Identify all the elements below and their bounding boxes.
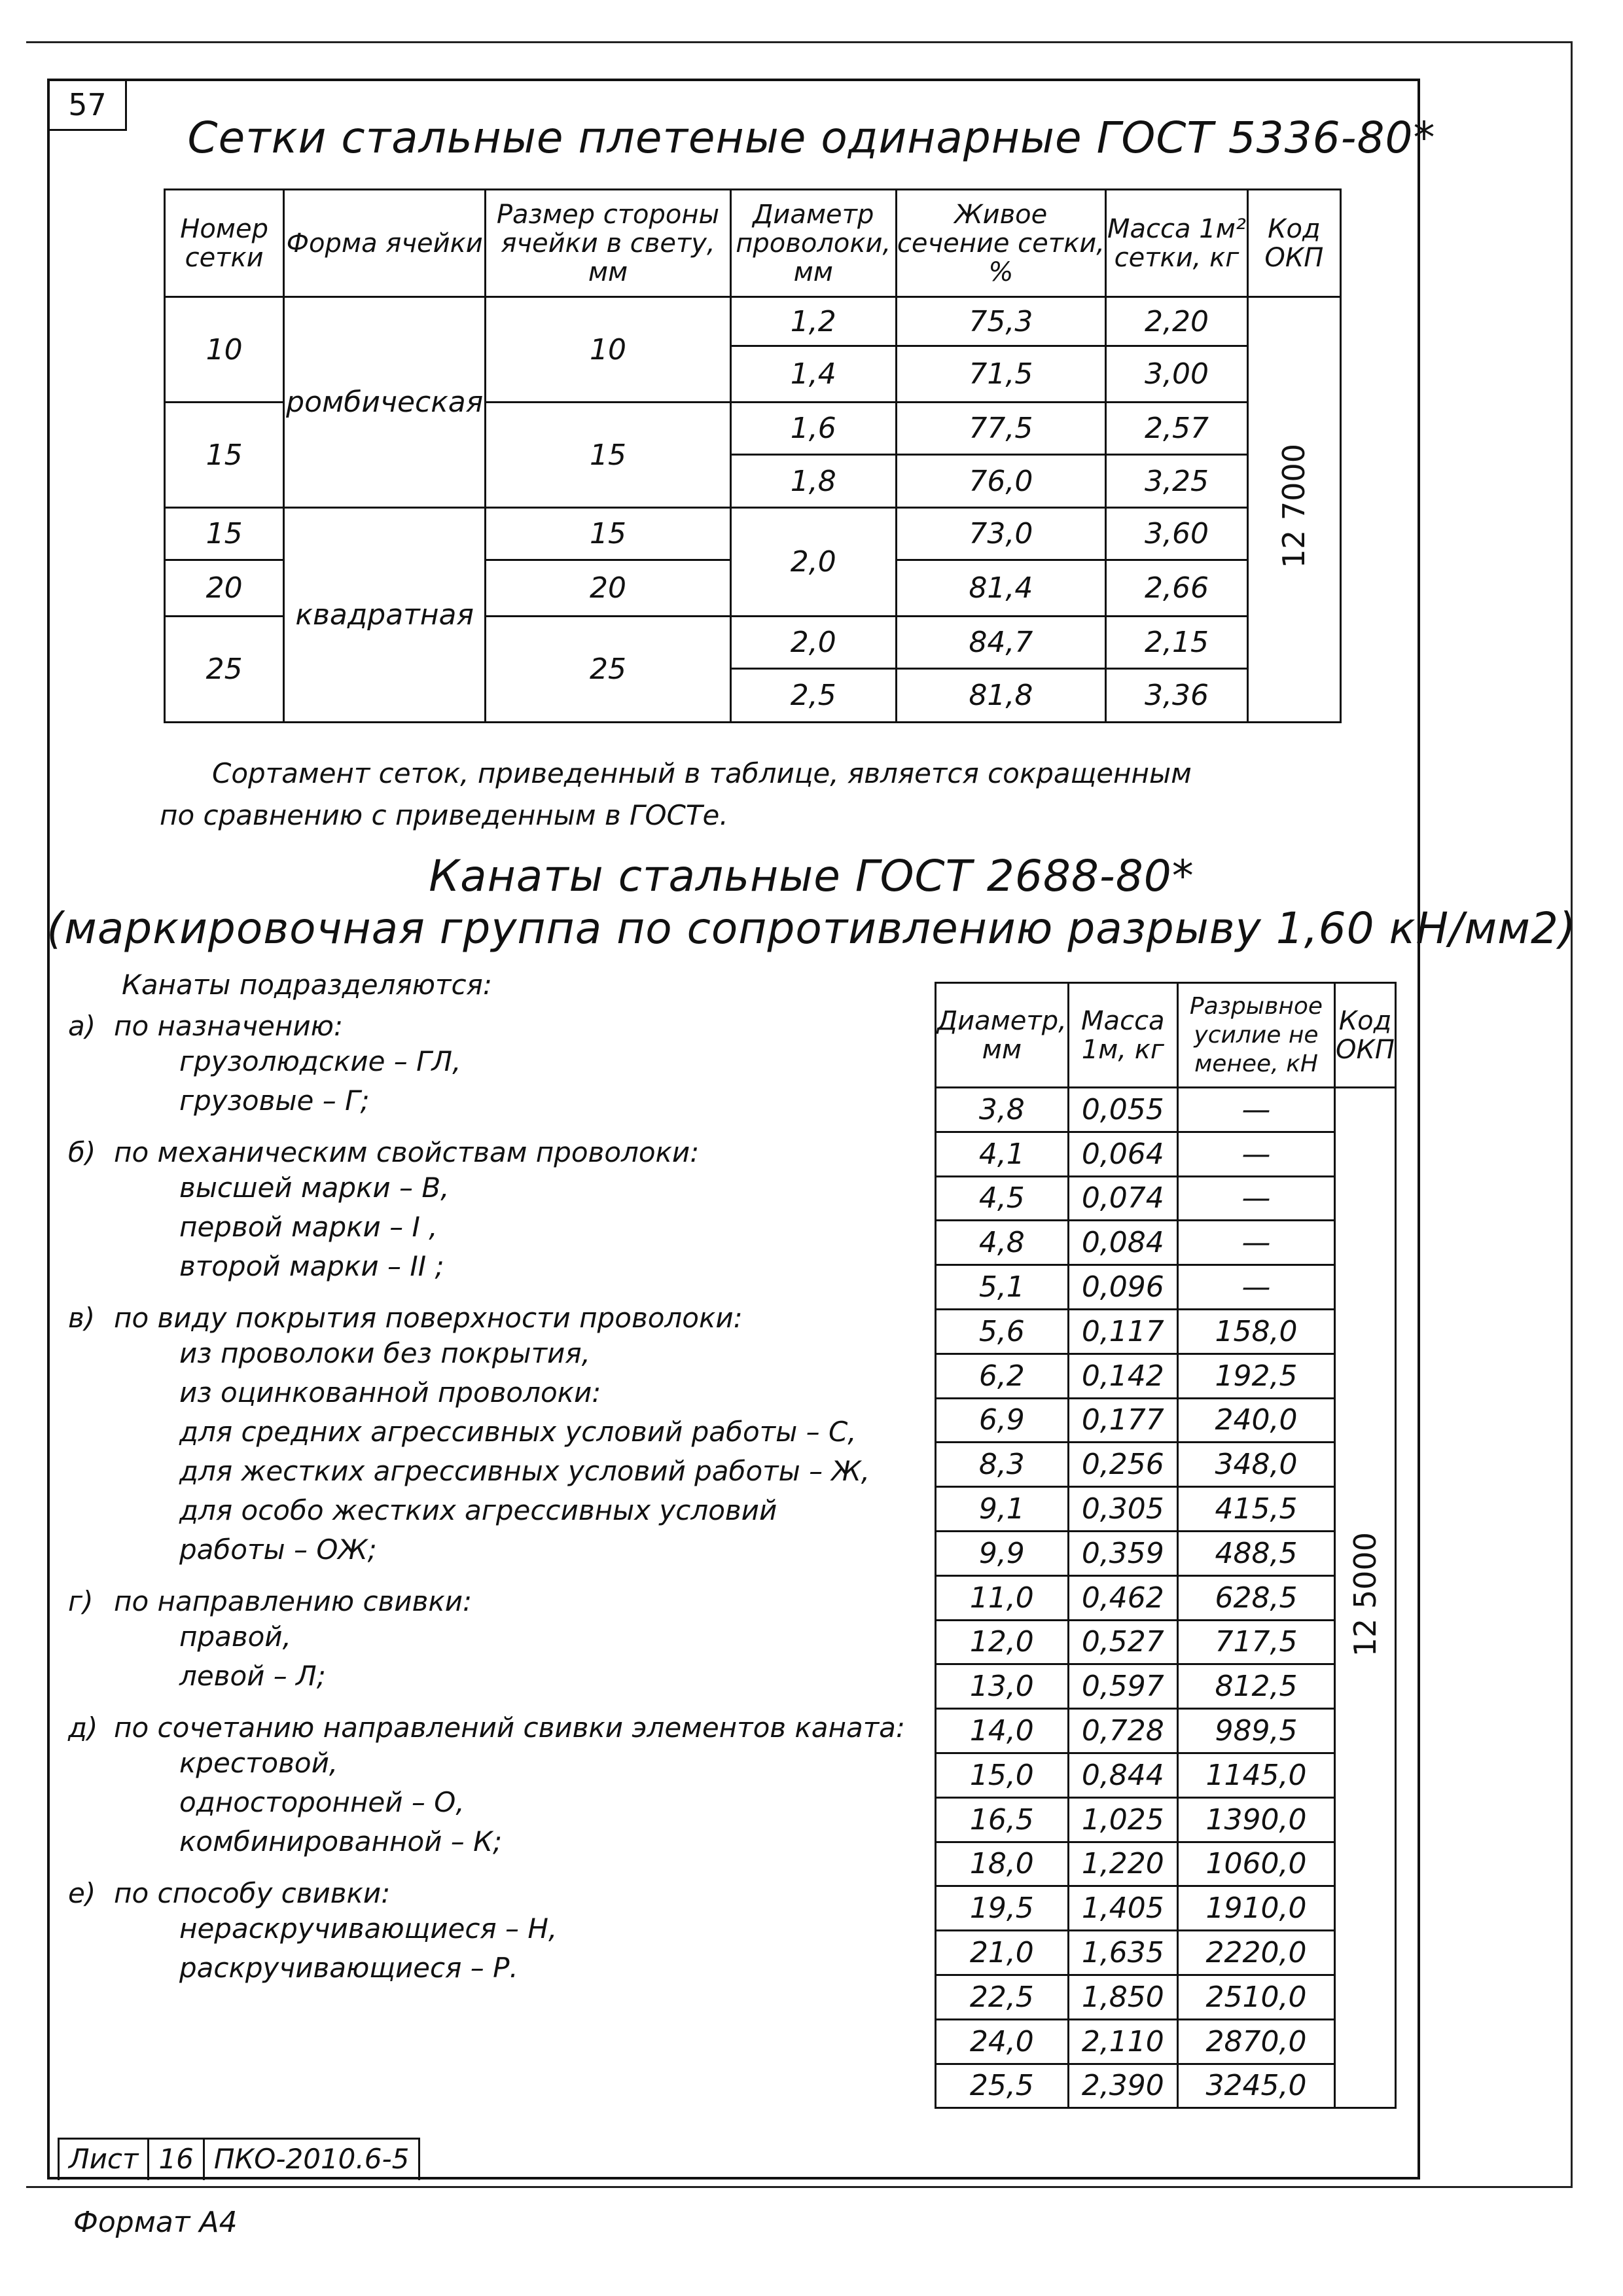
rope-mass: 1,405 <box>1068 1886 1177 1931</box>
mesh-live-section: 76,0 <box>896 455 1106 508</box>
rope-diameter: 4,1 <box>936 1132 1069 1176</box>
rope-row <box>936 1842 1396 1886</box>
mesh-size: 10 <box>486 297 731 403</box>
mesh-mass: 3,60 <box>1106 508 1248 560</box>
sheet-number: 57 <box>50 81 127 131</box>
rope-row <box>936 1398 1396 1443</box>
rope-mass: 0,728 <box>1068 1709 1177 1753</box>
mesh-form: квадратная <box>284 508 486 723</box>
rope-diameter: 6,2 <box>936 1354 1069 1398</box>
rope-row <box>936 1309 1396 1354</box>
section-letter: а) <box>68 1010 96 1042</box>
rope-mass: 0,462 <box>1068 1575 1177 1620</box>
rope-row <box>936 2019 1396 2064</box>
outer-border-bottom <box>26 2186 1572 2188</box>
mesh-header: Номер сетки <box>165 190 284 297</box>
rope-row <box>936 1797 1396 1842</box>
mesh-header: Размер стороны ячейки в свету, мм <box>486 190 731 297</box>
mesh-note-line: по сравнению с приведенным в ГОСТе. <box>160 799 728 831</box>
rope-diameter: 6,9 <box>936 1398 1069 1443</box>
section-letter: г) <box>68 1585 94 1617</box>
mesh-size: 20 <box>486 560 731 617</box>
mesh-number: 20 <box>165 560 284 617</box>
mesh-live-section: 73,0 <box>896 508 1106 560</box>
rope-mass: 0,844 <box>1068 1753 1177 1797</box>
rope-diameter: 24,0 <box>936 2019 1069 2064</box>
classification-section-e <box>68 1877 919 1988</box>
mesh-okp-cell <box>1247 297 1340 723</box>
rope-row <box>936 2064 1396 2108</box>
mesh-mass: 2,15 <box>1106 617 1248 669</box>
section-heading: по механическим свойствам проволоки: <box>114 1136 700 1168</box>
rope-row <box>936 1221 1396 1265</box>
classification-section-a <box>68 1010 919 1121</box>
rope-row <box>936 1487 1396 1532</box>
mesh-number: 10 <box>165 297 284 403</box>
section-item: правой, <box>179 1621 291 1653</box>
mesh-diameter: 1,8 <box>730 455 896 508</box>
section-letter: в) <box>68 1302 96 1334</box>
mesh-mass: 3,25 <box>1106 455 1248 508</box>
section-item: для особо жестких агрессивных условий <box>179 1494 777 1526</box>
rope-breaking-force: 1145,0 <box>1178 1753 1335 1797</box>
rope-diameter: 15,0 <box>936 1753 1069 1797</box>
mesh-table <box>164 188 1342 723</box>
mesh-diameter: 2,5 <box>730 669 896 723</box>
rope-breaking-force: 348,0 <box>1178 1443 1335 1487</box>
mesh-header: Форма ячейки <box>284 190 486 297</box>
rope-diameter: 9,9 <box>936 1531 1069 1575</box>
rope-diameter: 16,5 <box>936 1797 1069 1842</box>
section-heading: по назначению: <box>114 1010 344 1042</box>
classification-section-d <box>68 1712 919 1861</box>
rope-row <box>936 1088 1396 1132</box>
rope-breaking-force: — <box>1178 1265 1335 1310</box>
rope-breaking-force: — <box>1178 1221 1335 1265</box>
ropes-title: Канаты стальные ГОСТ 2688-80* <box>429 851 1194 901</box>
rope-header: Разрывное усилие не менее, кН <box>1178 983 1335 1088</box>
mesh-live-section: 81,4 <box>896 560 1106 617</box>
section-letter: е) <box>68 1877 96 1909</box>
ropes-subtitle: (маркировочная группа по сопротивлению разрыву 1,60 кН/мм2) <box>46 903 1577 954</box>
rope-mass: 0,074 <box>1068 1176 1177 1221</box>
rope-diameter: 3,8 <box>936 1088 1069 1132</box>
section-item: левой – Л; <box>179 1660 326 1692</box>
rope-breaking-force: 488,5 <box>1178 1531 1335 1575</box>
rope-mass: 2,110 <box>1068 2019 1177 2064</box>
rope-breaking-force: — <box>1178 1176 1335 1221</box>
mesh-mass: 3,00 <box>1106 346 1248 403</box>
rope-header: Масса 1м, кг <box>1068 983 1177 1088</box>
rope-mass: 1,850 <box>1068 1975 1177 2019</box>
rope-diameter: 8,3 <box>936 1443 1069 1487</box>
rope-diameter: 4,5 <box>936 1176 1069 1221</box>
rope-diameter: 22,5 <box>936 1975 1069 2019</box>
section-heading: по виду покрытия поверхности проволоки: <box>114 1302 743 1334</box>
rope-row <box>936 1664 1396 1709</box>
rope-breaking-force: 415,5 <box>1178 1487 1335 1532</box>
rope-breaking-force: 2510,0 <box>1178 1975 1335 2019</box>
rope-breaking-force: 2870,0 <box>1178 2019 1335 2064</box>
rope-breaking-force: 192,5 <box>1178 1354 1335 1398</box>
rope-diameter: 18,0 <box>936 1842 1069 1886</box>
section-item: грузовые – Г; <box>179 1085 370 1117</box>
mesh-size: 25 <box>486 617 731 723</box>
rope-diameter: 19,5 <box>936 1886 1069 1931</box>
rope-mass: 0,096 <box>1068 1265 1177 1310</box>
rope-mass: 1,635 <box>1068 1931 1177 1975</box>
rope-breaking-force: 1390,0 <box>1178 1797 1335 1842</box>
section-letter: б) <box>68 1136 96 1168</box>
rope-diameter: 5,6 <box>936 1309 1069 1354</box>
rope-row <box>936 1931 1396 1975</box>
rope-diameter: 9,1 <box>936 1487 1069 1532</box>
rope-row <box>936 1176 1396 1221</box>
outer-border-top <box>26 41 1571 43</box>
mesh-number: 15 <box>165 403 284 508</box>
section-item: первой марки – I , <box>179 1211 438 1243</box>
mesh-live-section: 71,5 <box>896 346 1106 403</box>
mesh-live-section: 75,3 <box>896 297 1106 346</box>
classification-section-g <box>68 1585 919 1696</box>
rope-row <box>936 1620 1396 1664</box>
rope-row <box>936 1886 1396 1931</box>
rope-row <box>936 1975 1396 2019</box>
section-heading: по способу свивки: <box>114 1877 391 1909</box>
mesh-diameter: 1,6 <box>730 403 896 455</box>
rope-row <box>936 1132 1396 1176</box>
mesh-diameter: 2,0 <box>730 508 896 617</box>
rope-row <box>936 1531 1396 1575</box>
rope-diameter: 4,8 <box>936 1221 1069 1265</box>
rope-header: Диаметр, мм <box>936 983 1069 1088</box>
rope-mass: 0,142 <box>1068 1354 1177 1398</box>
rope-breaking-force: — <box>1178 1132 1335 1176</box>
rope-row <box>936 1753 1396 1797</box>
mesh-header: Код ОКП <box>1247 190 1340 297</box>
mesh-form: ромбическая <box>284 297 486 508</box>
rope-row <box>936 1443 1396 1487</box>
rope-breaking-force: 1910,0 <box>1178 1886 1335 1931</box>
mesh-note-line: Сортамент сеток, приведенный в таблице, является сокращенным <box>212 757 1192 789</box>
classification-intro: Канаты подразделяются: <box>122 969 492 1001</box>
mesh-mass: 2,66 <box>1106 560 1248 617</box>
rope-row <box>936 1575 1396 1620</box>
rope-diameter: 12,0 <box>936 1620 1069 1664</box>
mesh-live-section: 84,7 <box>896 617 1106 669</box>
rope-diameter: 13,0 <box>936 1664 1069 1709</box>
rope-mass: 0,527 <box>1068 1620 1177 1664</box>
rope-mass: 0,597 <box>1068 1664 1177 1709</box>
mesh-note <box>160 753 1192 836</box>
rope-diameter: 11,0 <box>936 1575 1069 1620</box>
section-item: из оцинкованной проволоки: <box>179 1376 601 1408</box>
mesh-okp: 12 7000 <box>1276 443 1312 569</box>
stamp-doc-code: ПКО-2010.6-5 <box>213 2143 410 2175</box>
section-item: для жестких агрессивных условий работы – Ж, <box>179 1455 870 1487</box>
mesh-header: Масса 1м² сетки, кг <box>1106 190 1248 297</box>
mesh-diameter: 1,4 <box>730 346 896 403</box>
section-heading: по направлению свивки: <box>114 1585 473 1617</box>
rope-breaking-force: 717,5 <box>1178 1620 1335 1664</box>
rope-breaking-force: 2220,0 <box>1178 1931 1335 1975</box>
format-label: Формат А4 <box>73 2206 238 2239</box>
rope-breaking-force: 812,5 <box>1178 1664 1335 1709</box>
stamp-sheet-value: 16 <box>149 2140 204 2180</box>
rope-mass: 0,064 <box>1068 1132 1177 1176</box>
section-item: комбинированной – К; <box>179 1825 503 1857</box>
rope-mass: 0,256 <box>1068 1443 1177 1487</box>
rope-mass: 1,025 <box>1068 1797 1177 1842</box>
mesh-live-section: 77,5 <box>896 403 1106 455</box>
mesh-header: Диаметр проволоки, мм <box>730 190 896 297</box>
rope-mass: 0,305 <box>1068 1487 1177 1532</box>
outer-border-right <box>1571 41 1573 2188</box>
rope-mass: 0,055 <box>1068 1088 1177 1132</box>
rope-row <box>936 1709 1396 1753</box>
section-item: работы – ОЖ; <box>179 1534 377 1566</box>
rope-breaking-force: 3245,0 <box>1178 2064 1335 2108</box>
classification-section-b <box>68 1136 919 1286</box>
section-item: для средних агрессивных условий работы – С, <box>179 1416 857 1448</box>
rope-okp: 12 5000 <box>1347 1532 1383 1657</box>
rope-mass: 0,359 <box>1068 1531 1177 1575</box>
rope-classification <box>68 969 919 2003</box>
rope-breaking-force: — <box>1178 1088 1335 1132</box>
mesh-mass: 3,36 <box>1106 669 1248 723</box>
mesh-size: 15 <box>486 403 731 508</box>
rope-diameter: 14,0 <box>936 1709 1069 1753</box>
mesh-header: Живое сечение сетки, % <box>896 190 1106 297</box>
stamp-sheet-label: Лист <box>60 2140 149 2180</box>
section-heading: по сочетанию направлений свивки элементов каната: <box>114 1712 906 1744</box>
rope-header: Код ОКП <box>1334 983 1395 1088</box>
mesh-mass: 2,20 <box>1106 297 1248 346</box>
rope-diameter: 21,0 <box>936 1931 1069 1975</box>
rope-breaking-force: 1060,0 <box>1178 1842 1335 1886</box>
rope-diameter: 25,5 <box>936 2064 1069 2108</box>
mesh-size: 15 <box>486 508 731 560</box>
section-item: нераскручивающиеся – Н, <box>179 1912 558 1945</box>
rope-row <box>936 1354 1396 1398</box>
rope-breaking-force: 240,0 <box>1178 1398 1335 1443</box>
section-item: второй марки – II ; <box>179 1250 444 1282</box>
rope-breaking-force: 989,5 <box>1178 1709 1335 1753</box>
rope-mass: 0,117 <box>1068 1309 1177 1354</box>
mesh-diameter: 1,2 <box>730 297 896 346</box>
rope-mass: 1,220 <box>1068 1842 1177 1886</box>
mesh-live-section: 81,8 <box>896 669 1106 723</box>
section-item: из проволоки без покрытия, <box>179 1337 590 1369</box>
mesh-number: 25 <box>165 617 284 723</box>
rope-diameter: 5,1 <box>936 1265 1069 1310</box>
rope-row <box>936 1265 1396 1310</box>
section-item: грузолюдские – ГЛ, <box>179 1045 461 1077</box>
rope-mass: 2,390 <box>1068 2064 1177 2108</box>
rope-table <box>935 982 1397 2109</box>
mesh-title: Сетки стальные плетеные одинарные ГОСТ 5336-80* <box>187 113 1436 163</box>
section-item: высшей марки – В, <box>179 1172 450 1204</box>
section-item: односторонней – О, <box>179 1786 465 1818</box>
classification-section-v <box>68 1302 919 1570</box>
mesh-mass: 2,57 <box>1106 403 1248 455</box>
section-letter: д) <box>68 1712 98 1744</box>
mesh-diameter: 2,0 <box>730 617 896 669</box>
section-item: раскручивающиеся – Р. <box>179 1952 518 1984</box>
mesh-number: 15 <box>165 508 284 560</box>
rope-breaking-force: 158,0 <box>1178 1309 1335 1354</box>
rope-mass: 0,177 <box>1068 1398 1177 1443</box>
rope-mass: 0,084 <box>1068 1221 1177 1265</box>
title-block-stamp <box>58 2138 420 2180</box>
rope-breaking-force: 628,5 <box>1178 1575 1335 1620</box>
rope-okp-cell <box>1334 1088 1395 2108</box>
section-item: крестовой, <box>179 1747 338 1779</box>
